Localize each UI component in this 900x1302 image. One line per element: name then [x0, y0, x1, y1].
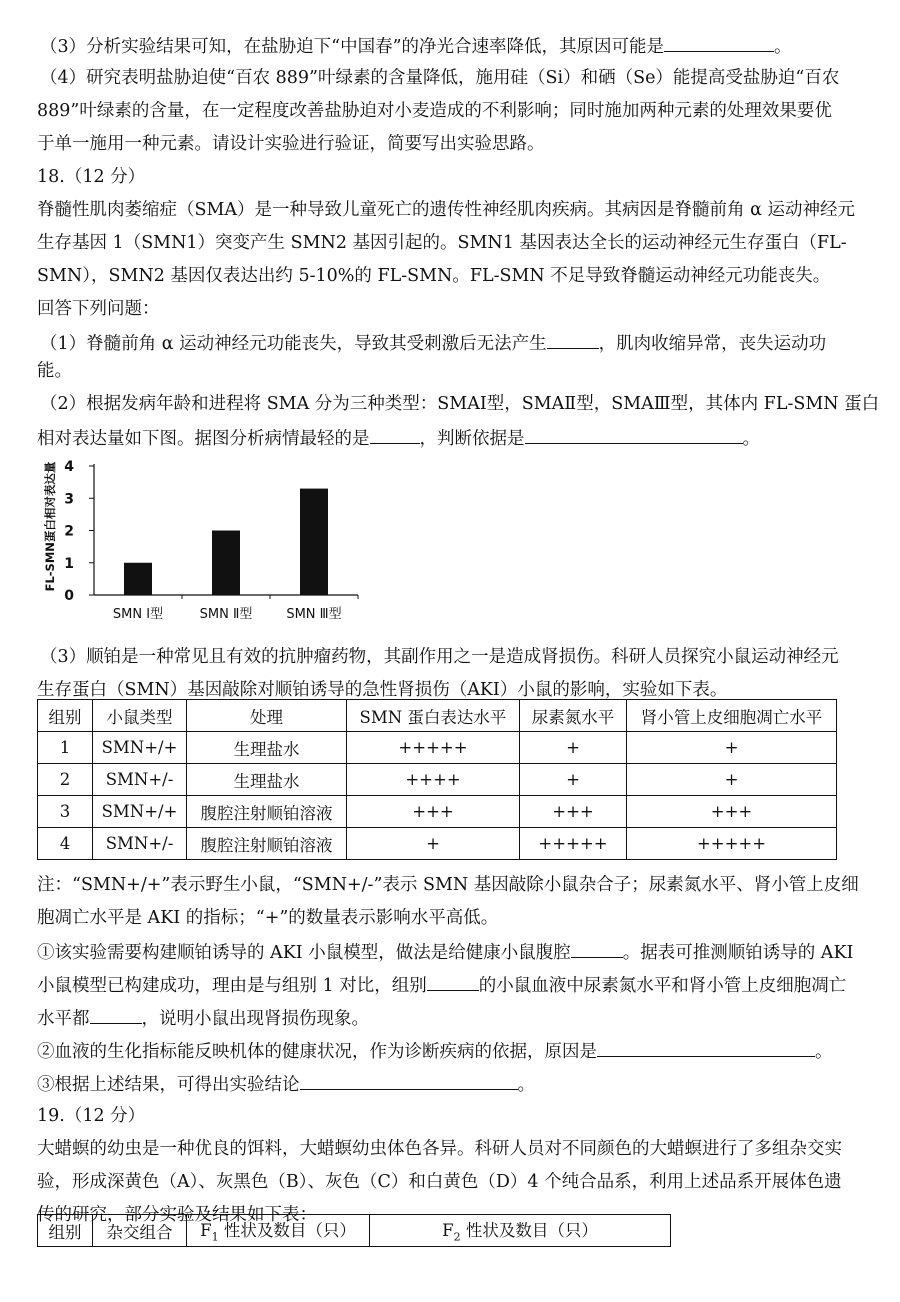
- table-cell: +++: [627, 796, 837, 828]
- table-cell: +++: [347, 796, 520, 828]
- q18-2-line-1: （2）根据发病年龄和进程将 SMA 分为三种类型：SMAⅠ型，SMAⅡ型，SMAⅢ型，其体内 FL-SMN 蛋白: [40, 394, 880, 414]
- y-tick-label: 0: [64, 588, 74, 604]
- q18-1-text-end: ，肌肉收缩异常，丧失运动功: [598, 334, 827, 354]
- q18-3-sub2-line: [37, 1039, 877, 1063]
- fl-smn-bar-chart: [38, 454, 368, 634]
- hybrid-cross-table: [37, 1214, 671, 1247]
- table-cell: 腹腔注射顺铂溶液: [187, 796, 347, 828]
- sub2-text: ②血液的生化指标能反映机体的健康状况，作为诊断疾病的依据，原因是: [37, 1042, 597, 1062]
- q18-1-line-2: 能。: [37, 361, 72, 381]
- q18-para-line-1: 脊髓性肌肉萎缩症（SMA）是一种导致儿童死亡的遗传性神经肌肉疾病。其病因是脊髓前角 α 运动神经元: [37, 200, 855, 220]
- q19-para-line-3: 传的研究，部分实验及结果如下表：: [37, 1205, 317, 1225]
- table-header-cell: 杂交组合: [93, 1215, 187, 1247]
- table-cell: +: [627, 732, 837, 764]
- sub1-text-end: 的小鼠血液中尿素氮水平和肾小管上皮细胞凋亡: [478, 976, 847, 996]
- table-cell: +: [520, 732, 627, 764]
- table-row: [38, 828, 837, 860]
- table-note-line-2: 胞凋亡水平是 AKI 的指标；“+”的数量表示影响水平高低。: [37, 908, 499, 928]
- sub1-text: 小鼠模型已构建成功，理由是与组别 1 对比，组别: [37, 976, 427, 996]
- table-cell: 2: [38, 764, 93, 796]
- q17-4-line-1: （4）研究表明盐胁迫使“百农 889”叶绿素的含量降低，施用硅（Si）和硒（Se）能提高受盐胁迫“百农: [40, 68, 840, 88]
- answer-blank[interactable]: [597, 1039, 815, 1057]
- table-header-cell: 组别: [38, 700, 93, 732]
- table-header-cell: 尿素氮水平: [520, 700, 627, 732]
- sub1-text: ①该实验需要构建顺铂诱导的 AKI 小鼠模型，做法是给健康小鼠腹腔: [37, 943, 571, 963]
- q18-3-sub1-line-2: [37, 973, 877, 997]
- y-axis-label: FL-SMN蛋白相对表达量: [43, 461, 57, 592]
- sub1-text: 水平都: [37, 1009, 90, 1029]
- table-cell: +++: [520, 796, 627, 828]
- answer-blank[interactable]: [427, 973, 479, 991]
- table-header-cell: [370, 1215, 671, 1247]
- table-cell: +: [347, 828, 520, 860]
- q18-1-text: （1）脊髓前角 α 运动神经元功能丧失，导致其受刺激后无法产生: [40, 334, 547, 354]
- q17-3-end: 。: [774, 37, 792, 57]
- table-header-cell: 肾小管上皮细胞凋亡水平: [627, 700, 837, 732]
- q18-heading: 18.（12 分）: [37, 167, 146, 187]
- q18-para-line-2: 生存基因 1（SMN1）突变产生 SMN2 基因引起的。SMN1 基因表达全长的运动神经元生存蛋白（FL-: [37, 233, 847, 253]
- table-cell: 生理盐水: [187, 732, 347, 764]
- table-cell: 3: [38, 796, 93, 828]
- y-tick-label: 2: [64, 523, 74, 540]
- sub3-text: ③根据上述结果，可得出实验结论: [37, 1075, 300, 1095]
- f2-label-rest: 性状及数目（只）: [460, 1221, 598, 1241]
- x-tick-label: SMN Ⅱ型: [199, 607, 253, 622]
- y-tick-label: 1: [64, 555, 74, 572]
- q18-1-line-1: [40, 331, 880, 355]
- table-cell: 4: [38, 828, 93, 860]
- answer-blank[interactable]: [90, 1006, 142, 1024]
- q19-para-line-1: 大蜡螟的幼虫是一种优良的饵料，大蜡螟幼虫体色各异。科研人员对不同颜色的大蜡螟进行了多组杂交实: [37, 1139, 842, 1159]
- table-row: [38, 764, 837, 796]
- table-header-cell: 小鼠类型: [93, 700, 187, 732]
- q18-3-sub1-line-3: [37, 1006, 877, 1030]
- table-cell: 腹腔注射顺铂溶液: [187, 828, 347, 860]
- q17-3-line: [40, 34, 880, 58]
- q18-prompt: 回答下列问题：: [37, 299, 160, 319]
- q18-3-line-2: 生存蛋白（SMN）基因敲除对顺铂诱导的急性肾损伤（AKI）小鼠的影响，实验如下表。: [37, 680, 728, 700]
- answer-blank[interactable]: [370, 426, 420, 444]
- table-cell: 生理盐水: [187, 764, 347, 796]
- y-tick-label: 3: [64, 491, 74, 508]
- table-cell: +++++: [520, 828, 627, 860]
- f1-label: F: [200, 1221, 212, 1241]
- bar-3: [300, 489, 328, 595]
- sub1-text-end: ，说明小鼠出现肾损伤现象。: [141, 1009, 369, 1029]
- bar-2: [212, 531, 240, 596]
- f2-label: F: [442, 1221, 454, 1241]
- q18-3-line-1: （3）顺铂是一种常见且有效的抗肿瘤药物，其副作用之一是造成肾损伤。科研人员探究小鼠运动神经元: [40, 647, 839, 667]
- table-header-cell: 组别: [38, 1215, 93, 1247]
- table-cell: +++++: [347, 732, 520, 764]
- table-row: [38, 732, 837, 764]
- q19-para-line-2: 验，形成深黄色（A）、灰黑色（B）、灰色（C）和白黄色（D）4 个纯合品系，利用上述品系开展体色遗: [37, 1172, 842, 1192]
- sub2-text-end: 。: [815, 1042, 833, 1062]
- table-cell: 1: [38, 732, 93, 764]
- table-note-line-1: 注：“SMN+/+”表示野生小鼠，“SMN+/-”表示 SMN 基因敲除小鼠杂合子；尿素氮水平、肾小管上皮细: [37, 875, 859, 895]
- table-cell: +: [627, 764, 837, 796]
- q18-2-text-mid: ，判断依据是: [419, 429, 525, 449]
- sub3-text-end: 。: [517, 1075, 535, 1095]
- answer-blank[interactable]: [547, 331, 599, 349]
- table-header-cell: [187, 1215, 370, 1247]
- table-cell: ++++: [347, 764, 520, 796]
- f1-subscript: 1: [211, 1230, 219, 1244]
- sub1-text-end: 。据表可推测顺铂诱导的 AKI: [622, 943, 854, 963]
- table-header-cell: 处理: [187, 700, 347, 732]
- table-cell: SMN+/+: [93, 732, 187, 764]
- q18-2-text: 相对表达量如下图。据图分析病情最轻的是: [37, 429, 370, 449]
- x-tick-label: SMN Ⅰ型: [112, 607, 164, 622]
- q18-2-text-end: 。: [742, 429, 760, 449]
- table-header-row: [38, 700, 837, 732]
- table-cell: +: [520, 764, 627, 796]
- q17-4-line-2: 889”叶绿素的含量，在一定程度改善盐胁迫对小麦造成的不利影响；同时施加两种元素的处理效果要优: [37, 101, 832, 121]
- q18-3-sub3-line: [37, 1072, 877, 1096]
- table-cell: SMN+/-: [93, 828, 187, 860]
- table-cell: SMN+/+: [93, 796, 187, 828]
- table-cell: SMN+/-: [93, 764, 187, 796]
- f1-label-rest: 性状及数目（只）: [218, 1221, 356, 1241]
- y-tick-label: 4: [64, 459, 74, 475]
- q19-heading: 19.（12 分）: [37, 1106, 146, 1126]
- q17-4-line-3: 于单一施用一种元素。请设计实验进行验证，简要写出实验思路。: [37, 134, 545, 154]
- table-cell: +++++: [627, 828, 837, 860]
- f2-subscript: 2: [453, 1230, 461, 1244]
- q17-3-text: （3）分析实验结果可知，在盐胁迫下“中国春”的净光合速率降低，其原因可能是: [40, 37, 665, 57]
- smn-experiment-table: [37, 699, 837, 860]
- table-header-row: [38, 1215, 671, 1247]
- q18-3-sub1-line-1: [37, 940, 877, 964]
- answer-blank[interactable]: [525, 426, 743, 444]
- x-tick-label: SMN Ⅲ型: [286, 607, 342, 622]
- answer-blank[interactable]: [664, 34, 774, 52]
- answer-blank[interactable]: [300, 1072, 518, 1090]
- table-header-cell: SMN 蛋白表达水平: [347, 700, 520, 732]
- table-row: [38, 796, 837, 828]
- bar-1: [124, 563, 152, 595]
- q18-para-line-3: SMN），SMN2 基因仅表达出约 5-10%的 FL-SMN。FL-SMN 不足导致脊髓运动神经元功能丧失。: [37, 266, 831, 286]
- answer-blank[interactable]: [571, 940, 623, 958]
- q18-2-line-2: [37, 426, 877, 450]
